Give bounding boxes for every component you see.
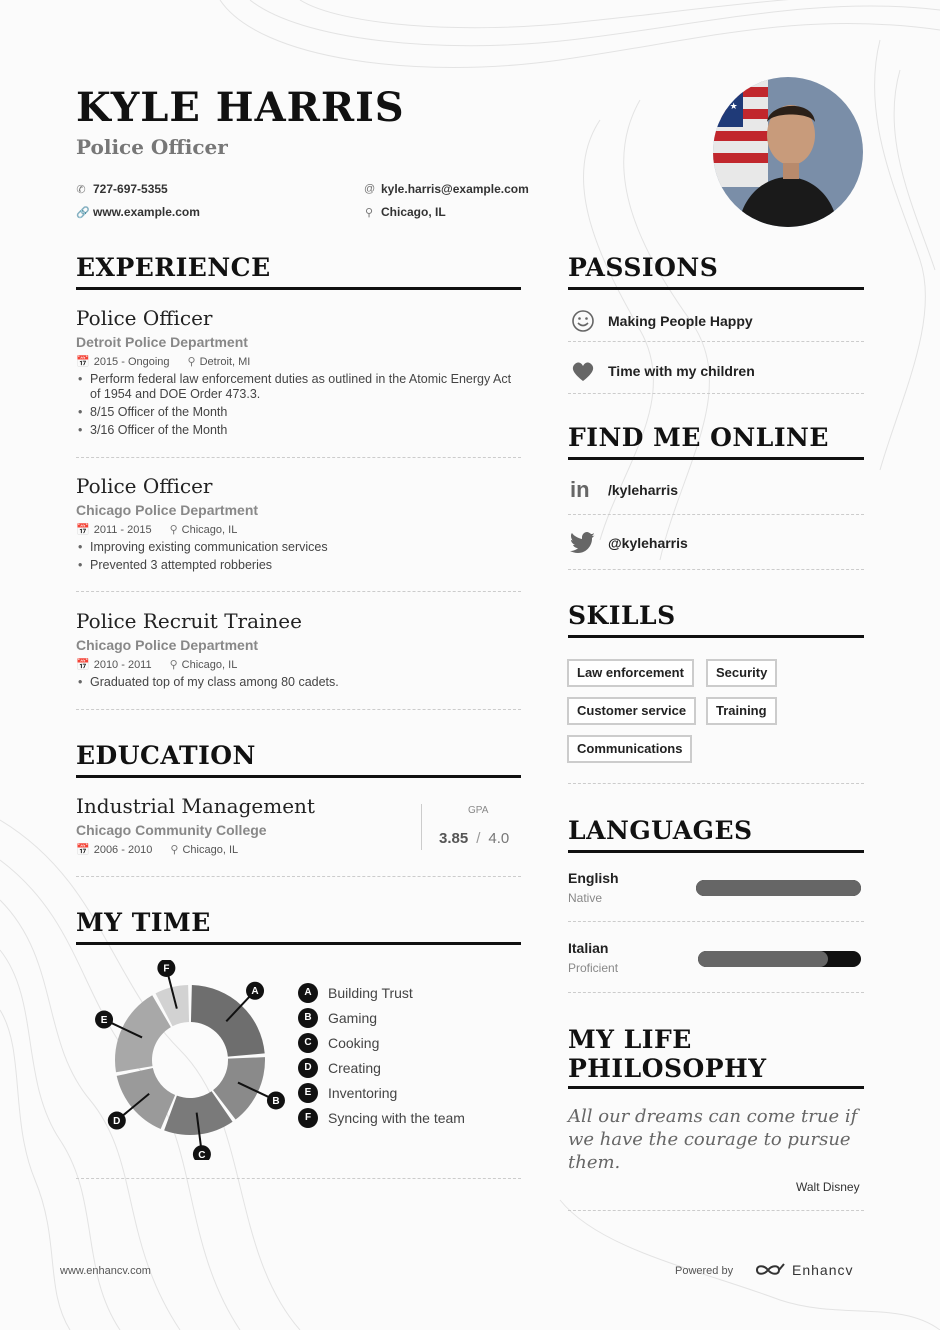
job-dates: 2015 - Ongoing: [93, 356, 170, 368]
philosophy-heading: [568, 1025, 767, 1083]
donut-callout-label: A: [251, 986, 259, 998]
passions-rule: [568, 287, 864, 290]
divider: [76, 876, 521, 877]
donut-callout-label: E: [100, 1015, 108, 1027]
phone-text[interactable]: 727-697-5355: [93, 182, 168, 196]
svg-text:★ ★: ★ ★: [719, 101, 738, 111]
job-bullets: [76, 372, 521, 438]
list-item: • Graduated top of my class among 80 cadets.: [76, 675, 521, 690]
quote-author: Walt Disney: [796, 1180, 860, 1194]
calendar-icon: 📅: [76, 524, 90, 536]
job-entry: [76, 306, 521, 441]
phone-contact: [76, 182, 168, 196]
calendar-icon: 📅: [76, 356, 90, 368]
philosophy-heading-line: PHILOSOPHY: [568, 1054, 767, 1083]
email-link[interactable]: kyle.harris@example.com: [381, 182, 529, 196]
job-location: Detroit, MI: [199, 356, 251, 368]
my-time-rule: [76, 942, 521, 945]
candidate-title: Police Officer: [76, 135, 228, 159]
calendar-icon: 📅: [76, 659, 90, 671]
location-pin-icon: ⚲: [187, 356, 196, 368]
enhancv-logo-icon: [754, 1261, 786, 1279]
passion-item: [570, 308, 753, 334]
linkedin-link-row[interactable]: [570, 477, 678, 503]
legend-label: Inventoring: [328, 1084, 398, 1101]
location-pin-icon: ⚲: [170, 844, 179, 856]
job-company: Detroit Police Department: [76, 334, 248, 350]
language-proficiency-bar: [698, 951, 861, 967]
job-title: Police Officer: [76, 306, 213, 330]
legend-item: [298, 1080, 465, 1105]
languages-rule: [568, 850, 864, 853]
find-me-online-heading: FIND ME ONLINE: [568, 423, 829, 452]
skills-heading: SKILLS: [568, 601, 676, 630]
education-heading: EDUCATION: [76, 741, 256, 770]
languages-heading: LANGUAGES: [568, 816, 753, 845]
donut-callout-label: C: [198, 1149, 206, 1160]
job-title: Police Officer: [76, 474, 213, 498]
twitter-handle[interactable]: @kyleharris: [608, 535, 688, 551]
legend-marker: A: [298, 983, 318, 1003]
job-location: Chicago, IL: [181, 659, 238, 671]
job-bullets: [76, 675, 521, 690]
location-pin-icon: ⚲: [169, 524, 178, 536]
location-text: Chicago, IL: [381, 205, 446, 219]
job-meta: [76, 355, 521, 368]
language-item: [568, 870, 619, 905]
legend-label: Cooking: [328, 1034, 380, 1051]
twitter-icon: [570, 532, 596, 554]
job-bullets: [76, 540, 521, 573]
passions-heading: PASSIONS: [568, 253, 719, 282]
candidate-name: KYLE HARRIS: [76, 84, 405, 131]
list-item: • Perform federal law enforcement duties as outlined in the Atomic Energy Act of 1954 and DOE Order 473.3.: [76, 372, 521, 402]
legend-marker: B: [298, 1008, 318, 1028]
calendar-icon: 📅: [76, 844, 90, 856]
job-company: Chicago Police Department: [76, 637, 259, 653]
divider: [76, 709, 521, 710]
job-location: Chicago, IL: [181, 524, 238, 536]
job-company: Chicago Police Department: [76, 502, 259, 518]
job-meta: [76, 658, 521, 671]
find-me-online-rule: [568, 457, 864, 460]
education-rule: [76, 775, 521, 778]
language-name: Italian: [568, 940, 609, 956]
philosophy-quote: All our dreams can come true if we have the courage to pursue them.: [568, 1106, 858, 1173]
legend-item: [298, 1005, 465, 1030]
passion-label: Making People Happy: [608, 313, 753, 329]
enhancv-logo[interactable]: [754, 1261, 853, 1279]
education-location: Chicago, IL: [182, 844, 239, 856]
smiley-icon: [570, 308, 596, 334]
job-entry: [76, 609, 521, 693]
divider: [76, 591, 521, 592]
experience-rule: [76, 287, 521, 290]
legend-label: Creating: [328, 1059, 381, 1076]
gpa-score: 3.85: [439, 830, 469, 847]
skill-tag: Security: [706, 659, 777, 687]
skill-tag: Law enforcement: [567, 659, 694, 687]
legend-item: [298, 1055, 465, 1080]
education-entry: [76, 794, 416, 856]
school-name: Chicago Community College: [76, 822, 267, 838]
skill-tag: Training: [706, 697, 777, 725]
donut-callout-label: D: [113, 1116, 121, 1128]
education-meta: [76, 843, 416, 856]
my-time-donut-chart: [90, 960, 290, 1160]
heart-icon: [570, 358, 596, 384]
twitter-link-row[interactable]: [570, 532, 688, 554]
profile-photo: [713, 77, 863, 227]
list-item: • Improving existing communication services: [76, 540, 521, 555]
website-link[interactable]: www.example.com: [93, 205, 200, 219]
website-contact: [76, 205, 200, 219]
language-level: Native: [568, 891, 603, 905]
donut-callout-label: B: [272, 1095, 280, 1107]
enhancv-brand-text: Enhancv: [792, 1262, 854, 1278]
my-time-heading: MY TIME: [76, 908, 211, 937]
phone-icon: ✆: [76, 183, 86, 196]
philosophy-rule: [568, 1086, 864, 1089]
language-proficiency-fill: [698, 951, 828, 967]
legend-item: [298, 1105, 465, 1130]
legend-item: [298, 1030, 465, 1055]
language-level: Proficient: [568, 961, 619, 975]
my-time-legend: [298, 980, 465, 1130]
job-title: Police Recruit Trainee: [76, 609, 302, 633]
divider: [568, 992, 864, 993]
location-pin-icon: ⚲: [169, 659, 178, 671]
location-contact: [364, 205, 446, 219]
powered-by-label: Powered by: [675, 1265, 734, 1277]
job-dates: 2011 - 2015: [93, 524, 152, 536]
divider: [568, 341, 864, 342]
divider: [76, 1178, 521, 1179]
legend-marker: D: [298, 1058, 318, 1078]
divider: [568, 514, 864, 515]
list-item: • 8/15 Officer of the Month: [76, 405, 521, 420]
divider: [76, 457, 521, 458]
legend-label: Building Trust: [328, 984, 413, 1001]
divider: [568, 569, 864, 570]
philosophy-heading-line: MY LIFE: [568, 1025, 692, 1054]
language-name: English: [568, 870, 619, 886]
language-proficiency-bar: [696, 880, 861, 896]
experience-heading: EXPERIENCE: [76, 253, 271, 282]
list-item: • Prevented 3 attempted robberies: [76, 558, 521, 573]
divider: [568, 783, 864, 784]
passion-item: [570, 358, 755, 384]
legend-item: [298, 980, 465, 1005]
job-dates: 2010 - 2011: [93, 659, 152, 671]
divider: [568, 921, 864, 922]
skills-rule: [568, 635, 864, 638]
footer-url[interactable]: www.enhancv.com: [60, 1265, 151, 1277]
linkedin-icon: in: [570, 477, 590, 502]
gpa-label: GPA: [468, 805, 489, 816]
language-item: [568, 940, 618, 975]
divider: [568, 1210, 864, 1211]
skill-tag: Communications: [567, 735, 692, 763]
education-dates: 2006 - 2010: [93, 844, 153, 856]
gpa-value: [439, 830, 509, 847]
list-item: • 3/16 Officer of the Month: [76, 423, 521, 438]
skill-tag: Customer service: [567, 697, 696, 725]
gpa-divider: [421, 804, 422, 850]
divider: [568, 393, 864, 394]
passion-label: Time with my children: [608, 363, 755, 379]
gpa-max: 4.0: [488, 830, 510, 847]
legend-marker: C: [298, 1033, 318, 1053]
legend-label: Syncing with the team: [328, 1109, 465, 1126]
link-icon: 🔗: [76, 206, 90, 219]
svg-text:★ ★: ★ ★: [719, 87, 738, 97]
degree-title: Industrial Management: [76, 794, 315, 818]
legend-label: Gaming: [328, 1009, 378, 1026]
at-icon: @: [364, 183, 376, 195]
job-entry: [76, 474, 521, 576]
language-proficiency-fill: [696, 880, 861, 896]
legend-marker: E: [298, 1083, 318, 1103]
donut-callout-label: F: [163, 963, 170, 975]
job-meta: [76, 523, 521, 536]
location-pin-icon: ⚲: [364, 206, 374, 219]
email-contact: [364, 182, 529, 196]
gpa-separator: /: [476, 830, 481, 847]
legend-marker: F: [298, 1108, 318, 1128]
linkedin-handle[interactable]: /kyleharris: [608, 482, 679, 498]
